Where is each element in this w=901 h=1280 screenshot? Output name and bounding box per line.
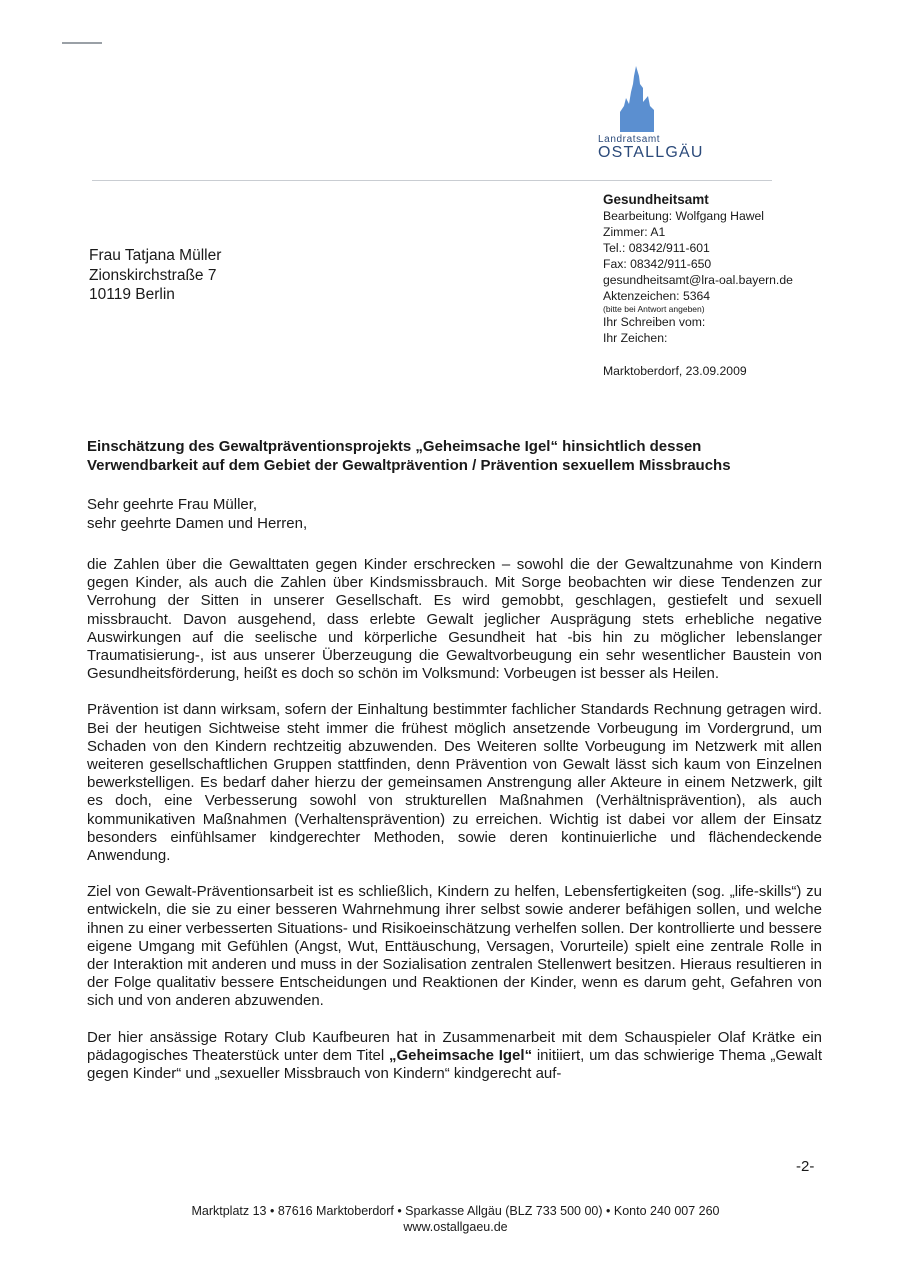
body-paragraph: die Zahlen über die Gewalttaten gegen Kinder erschrecken – sowohl die der Gewaltzunahme von Kindern gegen Kinder, als auch die Zahlen über Kindsmissbrauch. Mit Sorge beobachten wir diese Tendenzen zur Verrohung der Sitten in unserer Gesellschaft. Es wird gemobbt, geschlagen, gestiefelt und sexuell missbraucht. Davon ausgehend, dass erlebte Gewalt jeglicher Ausprägung stets erhebliche negative Auswirkungen auf die seelische und körperliche Gesundheit hat -bis hin zu möglicher lebenslanger Traumatisierung-, ist aus unserer Überzeugung die Gewaltvorbeugung ein sehr wesentlicher Baustein von Gesundheitsförderung, heißt es doch so schön im Volksmund: Vorbeugen ist besser als Heilen. <box>87 556 822 683</box>
sender-file-note: (bitte bei Antwort angeben) <box>603 304 705 314</box>
footer <box>0 1203 901 1235</box>
letterhead-line1: Landratsamt <box>598 134 661 145</box>
sender-email: gesundheitsamt@lra-oal.bayern.de <box>603 273 793 287</box>
subject-line2: Verwendbarkeit auf dem Gebiet der Gewaltprävention / Prävention sexuellem Missbrauchs <box>87 457 731 474</box>
sender-tel: Tel.: 08342/911-601 <box>603 241 710 255</box>
last-paragraph-after: initiiert, um das schwierige Thema „Gewalt gegen Kinder“ und „sexueller Missbrauch von Kindern“ kindgerecht auf- <box>87 1046 823 1083</box>
salutation-line2: sehr geehrte Damen und Herren, <box>87 515 308 532</box>
sender-your-ref: Ihr Zeichen: <box>603 331 668 345</box>
recipient-city: 10119 Berlin <box>89 286 175 303</box>
body-paragraph-last <box>87 1029 822 1084</box>
subject-line1: Einschätzung des Gewaltpräventionsprojekts „Geheimsache Igel“ hinsichtlich dessen <box>87 438 702 455</box>
sender-department: Gesundheitsamt <box>603 192 709 207</box>
salutation-line1: Sehr geehrte Frau Müller, <box>87 496 258 513</box>
salutation <box>87 495 307 533</box>
castle-icon <box>614 66 660 132</box>
sender-file-no: Aktenzeichen: 5364 <box>603 289 711 303</box>
sender-fax: Fax: 08342/911-650 <box>603 257 712 271</box>
header-divider <box>92 180 772 181</box>
recipient-street: Zionskirchstraße 7 <box>89 266 217 284</box>
recipient-name: Frau Tatjana Müller <box>89 247 222 264</box>
corner-mark <box>62 42 102 44</box>
footer-line1: Marktplatz 13 • 87616 Marktoberdorf • Sparkasse Allgäu (BLZ 733 500 00) • Konto 240 007 260 <box>191 1204 720 1218</box>
letterhead-line2: OSTALLGÄU <box>598 144 704 161</box>
body-paragraph: Ziel von Gewalt-Präventionsarbeit ist es schließlich, Kindern zu helfen, Lebensfertigkeiten (sog. „life-skills“) zu entwickeln, die sie zu einer besseren Wahrnehmung ihrer selbst sowie anderer befähigen sollen, und welche ihnen zu einer verbesserten Situations- und Risikoeinschätzung verhelfen sollen. Der kontrollierte und bessere eigene Umgang mit Gefühlen (Angst, Wut, Enttäuschung, Versagen, Vorurteile) spielt eine zentrale Rolle in der Interaktion mit anderen und muss in der Sozialisation zentralen Stellenwert besitzen. Hieraus resultieren in der Folge qualitativ bessere Entscheidungen und Reaktionen der Kinder, wenn es darum geht, Gefahren von sich und von anderen abzuwenden. <box>87 883 822 1010</box>
recipient-address <box>89 246 221 305</box>
play-title: „Geheimsache Igel“ <box>388 1046 533 1064</box>
next-page-reference: -2- <box>796 1158 815 1175</box>
footer-website: www.ostallgaeu.de <box>403 1220 508 1234</box>
body-paragraph: Prävention ist dann wirksam, sofern der Einhaltung bestimmter fachlicher Standards Rechnung getragen wird. Bei der heutigen Sichtweise steht immer die frühest möglich ansetzende Vorbeugung im Vordergrund, um Schaden von den Kindern rechtzeitig abzuwenden. Des Weiteren sollte Vorbeugung im Netzwerk mit allen weiteren gesellschaftlichen Gruppen stattfinden, denn Prävention von Gewalt lässt sich kaum von Einzelnen bewerkstelligen. Es bedarf daher hierzu der gemeinsamen Anstrengung aller Akteure in einem Netzwerk, gilt es doch, eine Verbesserung sowohl von strukturellen Maßnahmen (Verhältnisprävention), als auch kommunikativen Maßnahmen (Verhaltensprävention) zu erreichen. Wichtig ist dabei vor allem der Einsatz besonders einfühlsamer kindgerechter Methoden, sowie deren kontinuierliche und flächendeckende Anwendung. <box>87 701 822 865</box>
date-line: Marktoberdorf, 23.09.2009 <box>603 364 747 378</box>
sender-room: Zimmer: A1 <box>603 225 666 239</box>
last-paragraph-before: Der hier ansässige Rotary Club Kaufbeuren hat in Zusammenarbeit mit dem Schauspieler Olaf Krätke ein pädagogisches Theaterstück unter dem Titel <box>87 1028 822 1064</box>
sender-your-letter: Ihr Schreiben vom: <box>603 315 706 329</box>
sender-handler: Bearbeitung: Wolfgang Hawel <box>603 209 765 223</box>
letter-body <box>87 556 822 1101</box>
letterhead-logo <box>598 66 718 161</box>
subject <box>87 437 827 475</box>
sender-block <box>603 192 793 346</box>
